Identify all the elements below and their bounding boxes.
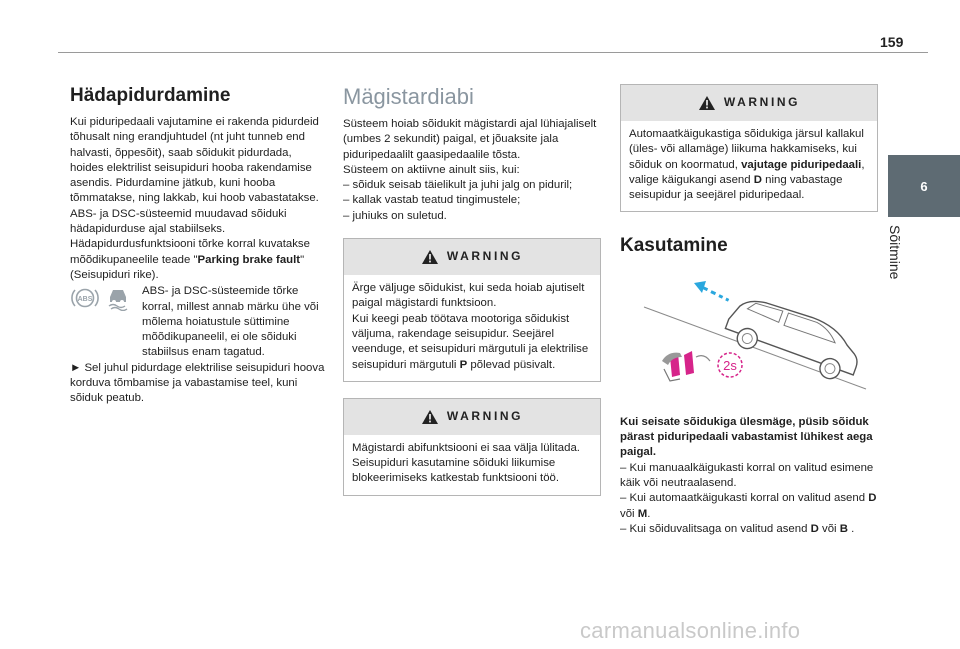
indicator-paragraph: ABS ABS- ja DSC-süsteemide tõrke korral, millest annab märku ühe või mõlema hoiatustule süttimine mõõdikupaneelil, ei ole sõiduki stabiilsus enam tagatud. xyxy=(70,284,326,360)
list-item: – kallak vastab teatud tingimustele; xyxy=(343,194,521,207)
warning-box xyxy=(343,238,601,382)
warning-title: WARNING xyxy=(723,95,801,110)
section-title-hill-start-assist: Mägistardiabi xyxy=(343,84,474,109)
list-item: – juhiuks on suletud. xyxy=(343,209,447,222)
chapter-tab[interactable] xyxy=(888,155,960,217)
column-emergency-braking xyxy=(70,84,326,407)
list-item: – Kui manuaalkäigukasti korral on valitud esimene käik või neutraalasend. xyxy=(620,461,874,489)
paragraph: Süsteem on aktiivne ainult siis, kui: xyxy=(343,163,520,176)
warning-text: Mägistardi abifunktsiooni ei saa välja lülitada. Seisupiduri kasutamine sõiduki liikumise blokeerimiseks katkestab funktsiooni töö. xyxy=(352,441,580,485)
list-item: – Kui sõiduvalitsaga on valitud asend D või B . xyxy=(620,522,855,535)
paragraph: ► Sel juhul pidurdage elektrilise seisupiduri hoova korduva tõmbamise ja vabastamise teel, kuni sõiduk peatub. xyxy=(70,361,325,405)
chapter-number: 6 xyxy=(920,178,928,194)
warning-text: Ärge väljuge sõidukist, kui seda hoiab ajutiselt paigal mägistardi funktsioon. xyxy=(352,282,585,310)
section-title-emergency-braking: Hädapidurdamine xyxy=(70,85,231,106)
warning-title: WARNING xyxy=(446,409,524,424)
warning-header xyxy=(344,239,600,275)
svg-text:ABS: ABS xyxy=(77,296,93,304)
watermark: carmanualsonline.info xyxy=(580,618,801,643)
page-number: 159 xyxy=(880,34,904,50)
warning-box xyxy=(620,84,878,212)
paragraph: Kui piduripedaali vajutamine ei rakenda pidurdeid tõhusalt ning erandjuhtudel (nt juht tunneb end halvasti, õppesõit), saab sõidukit pidurdada, hoides elektrilist seisupiduri hooba rakendamise asendis. Pidurdamine jätkub, kuni hooba tõmmatakse, ning lakkab, kui hoob vabastatakse. xyxy=(70,116,319,205)
warning-triangle-icon xyxy=(698,95,716,111)
warning-text: Kui keegi peab töötava mootoriga sõidukist väljuma, rakendage seisupidur. Seejärel veenduge, et seisupiduri märgutuli ja elektrilise seisupiduri märgutuli P põlevad püsivalt. xyxy=(352,312,589,371)
list-item: – Kui automaatkäigukasti korral on valitud asend D või M. xyxy=(620,492,877,520)
chapter-title: Sõitmine xyxy=(887,225,903,280)
section-title-usage: Kasutamine xyxy=(620,235,728,257)
warning-title: WARNING xyxy=(446,249,524,264)
hill-start-illustration xyxy=(634,277,874,395)
column-hill-start-assist xyxy=(343,84,601,496)
warning-text: Automaatkäigukastiga sõidukiga järsul kallakul (üles- või allamäge) liikuma hakkamiseks, kui sõiduk on koormatud, vajutage piduripedaali, valige käigukangi asend D ning vabastage seisupidur ja seejärel piduripedaal. xyxy=(629,128,865,202)
paragraph: Hädapidurdusfunktsiooni tõrke korral kuvatakse mõõdikupaneelile teade "Parking brake fault" (Seisupiduri rike). xyxy=(70,238,310,281)
abs-warning-icon xyxy=(70,285,100,311)
warning-triangle-icon xyxy=(421,409,439,425)
warning-triangle-icon xyxy=(421,249,439,265)
warning-header xyxy=(621,85,877,121)
subheading: Kui seisate sõidukiga ülesmäge, püsib sõiduk pärast piduripedaali vabastamist lühikest aega paigal. xyxy=(620,415,873,459)
paragraph: ABS- ja DSC-süsteemid muudavad sõiduki hädapidurduse ajal stabiilseks. xyxy=(70,207,287,236)
stability-control-icon xyxy=(103,285,133,311)
warning-header xyxy=(344,399,600,435)
list-item: – sõiduk seisab täielikult ja juhi jalg on piduril; xyxy=(343,179,573,192)
warning-box xyxy=(343,398,601,496)
column-usage xyxy=(620,84,878,537)
top-rule xyxy=(58,52,928,53)
paragraph: Süsteem hoiab sõidukit mägistardi ajal lühiajaliselt (umbes 2 sekundit) paigal, et jõuaksite jala piduripedaalilt gaasipedaalile tõsta. xyxy=(343,118,597,161)
timer-label: 2s xyxy=(723,358,737,374)
